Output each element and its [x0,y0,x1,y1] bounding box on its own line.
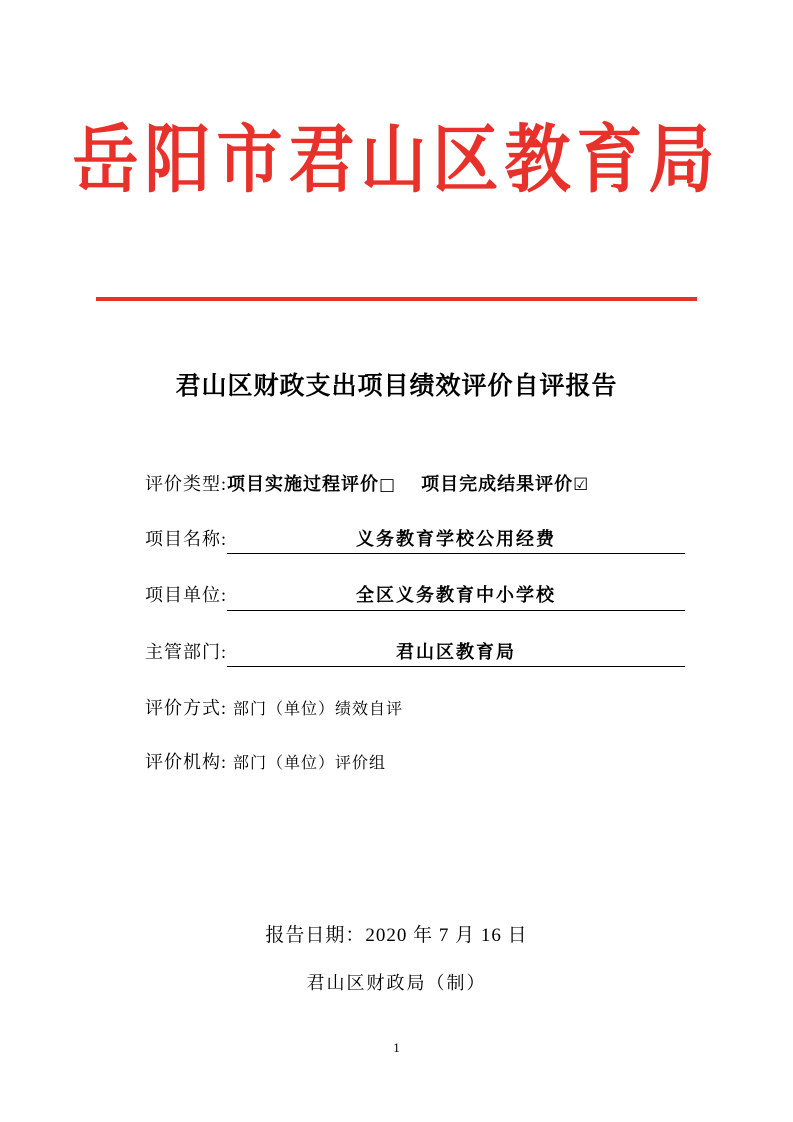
letterhead-divider [96,297,697,301]
eval-type-row [145,470,685,496]
eval-type-result-label: 项目完成结果评价 [421,474,574,494]
letterhead-organization: 岳阳市君山区教育局 [72,115,721,204]
issuing-authority: 君山区财政局（制） [306,973,487,993]
project-unit-value[interactable]: 全区义务教育中小学校 [227,584,685,610]
form-row-project-name [145,528,685,554]
form-row-eval-organization [145,751,685,775]
eval-method-label: 评价方式: [145,698,228,719]
page-number: 1 [393,1040,400,1055]
report-date: 报告日期：2020 年 7 月 16 日 [265,925,528,946]
project-name-value[interactable]: 义务教育学校公用经费 [227,528,685,554]
project-name-label: 项目名称: [145,529,228,549]
checkbox-process-icon[interactable]: □ [379,475,396,495]
eval-type-label: 评价类型: [145,474,228,494]
eval-type-process-label: 项目实施过程评价 [227,474,380,494]
project-unit-label: 项目单位: [145,585,228,606]
eval-method-value: 部门（单位）绩效自评 [233,701,404,719]
eval-organization-label: 评价机构: [145,751,228,772]
letterhead [0,115,793,204]
eval-organization-value: 部门（单位）评价组 [233,754,387,772]
supervising-department-label: 主管部门: [145,641,228,662]
form-block [145,470,685,805]
form-row-project-unit [145,584,685,610]
footer-info [0,920,793,1017]
supervising-department-value[interactable]: 君山区教育局 [227,641,685,667]
page-title: 君山区财政支出项目绩效评价自评报告 [175,371,618,400]
checkbox-result-icon[interactable]: ☑ [573,475,589,495]
form-row-eval-method [145,697,685,721]
form-row-supervising-department [145,641,685,667]
